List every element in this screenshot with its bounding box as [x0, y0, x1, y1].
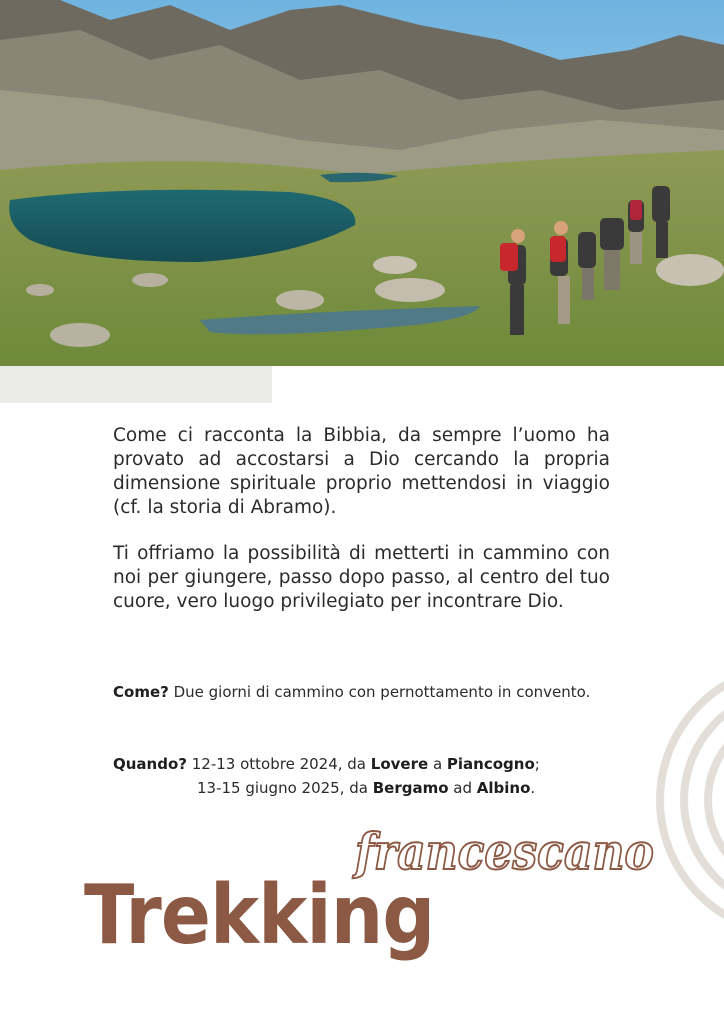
quando-line2-end: .: [530, 779, 536, 797]
quando-line2-from: Bergamo: [372, 779, 449, 797]
come-label: Come?: [113, 683, 169, 701]
come-section: [113, 680, 610, 704]
quando-section: [113, 752, 610, 800]
intro-paragraph-2: Ti offriamo la possibilità di metterti in cammino con noi per giungere, passo dopo passo, al centro del tuo cuore, vero luogo privilegiato per incontrare Dio.: [113, 543, 610, 612]
hero-photo-mountain-lake-hikers: [0, 0, 724, 366]
quando-line1-connector: a: [428, 755, 447, 773]
quando-line2: [113, 776, 610, 800]
decorative-concentric-circles: [654, 660, 724, 944]
quando-line2-to: Albino: [476, 779, 531, 797]
quando-line1-text: 12-13 ottobre 2024, da: [186, 755, 371, 773]
quando-line1-from: Lovere: [370, 755, 429, 773]
title-francescano: francescano: [355, 822, 654, 881]
quando-line2-text: 13-15 giugno 2025, da: [197, 779, 373, 797]
quando-label: Quando?: [113, 755, 187, 773]
title-trekking: Trekking: [84, 868, 435, 963]
quando-line1-to: Piancogno: [446, 755, 535, 773]
quando-line2-connector: ad: [448, 779, 477, 797]
intro-paragraph-1: Come ci racconta la Bibbia, da sempre l’uomo ha provato ad accostarsi a Dio cercando la propria dimensione spirituale proprio mettendosi in viaggio (cf. la storia di Abramo).: [113, 425, 610, 518]
come-text: Due giorni di cammino con pernottamento in convento.: [168, 683, 591, 701]
quando-line1-end: ;: [534, 755, 540, 773]
grey-accent-band: [0, 366, 272, 403]
